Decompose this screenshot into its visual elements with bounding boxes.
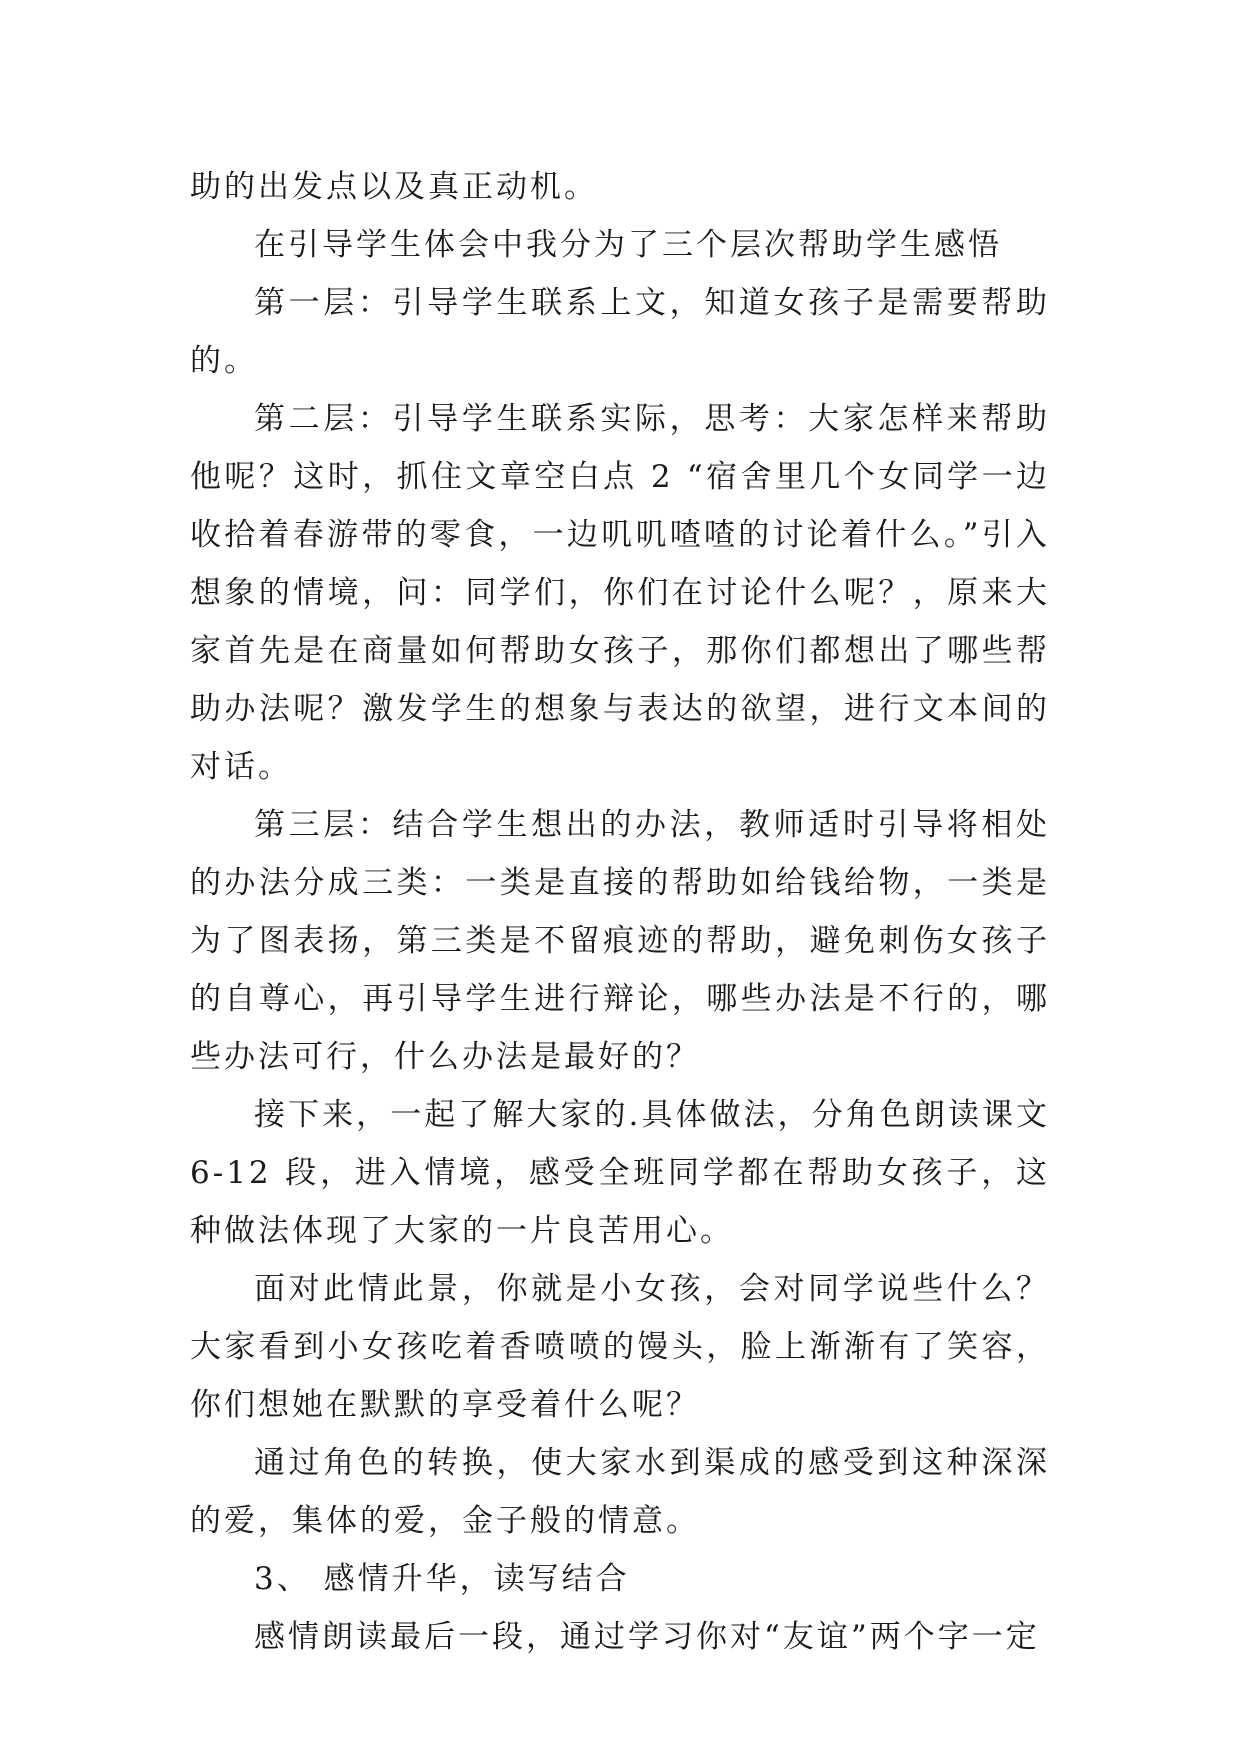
paragraph: 助的出发点以及真正动机。	[190, 169, 598, 205]
section-heading: 3、 感情升华，读写结合	[254, 1561, 630, 1597]
paragraph: 第二层：引导学生联系实际，思考：大家怎样来帮助他呢？这时，抓住文章空白点 2 “宿舍里几个女同学一边收拾着春游带的零食，一边叽叽喳喳的讨论着什么。”引入想象的情境，问：同学们，你们在讨论什么呢？，原来大家首先是在商量如何帮助女孩子，那你们都想出了哪些帮助办法呢？激发学生的想象与表达的欲望，进行文本间的对话。	[190, 401, 1050, 785]
paragraph: 感情朗读最后一段，通过学习你对“友谊”两个字一定	[254, 1619, 1040, 1655]
paragraph: 第三层：结合学生想出的办法，教师适时引导将相处的办法分成三类：一类是直接的帮助如给钱给物，一类是为了图表扬，第三类是不留痕迹的帮助，避免刺伤女孩子的自尊心，再引导学生进行辩论，哪些办法是不行的，哪些办法可行，什么办法是最好的？	[190, 807, 1050, 1075]
paragraph: 在引导学生体会中我分为了三个层次帮助学生感悟	[254, 227, 1002, 263]
paragraph: 面对此情此景，你就是小女孩，会对同学说些什么？大家看到小女孩吃着香喷喷的馒头，脸上渐渐有了笑容，你们想她在默默的享受着什么呢？	[190, 1271, 1050, 1423]
paragraph: 第一层：引导学生联系上文，知道女孩子是需要帮助的。	[190, 285, 1050, 379]
document-page	[190, 158, 1050, 1666]
paragraph: 通过角色的转换，使大家水到渠成的感受到这种深深的爱，集体的爱，金子般的情意。	[190, 1445, 1050, 1539]
paragraph: 接下来，一起了解大家的.具体做法，分角色朗读课文 6-12 段，进入情境，感受全班同学都在帮助女孩子，这种做法体现了大家的一片良苦用心。	[190, 1097, 1050, 1249]
